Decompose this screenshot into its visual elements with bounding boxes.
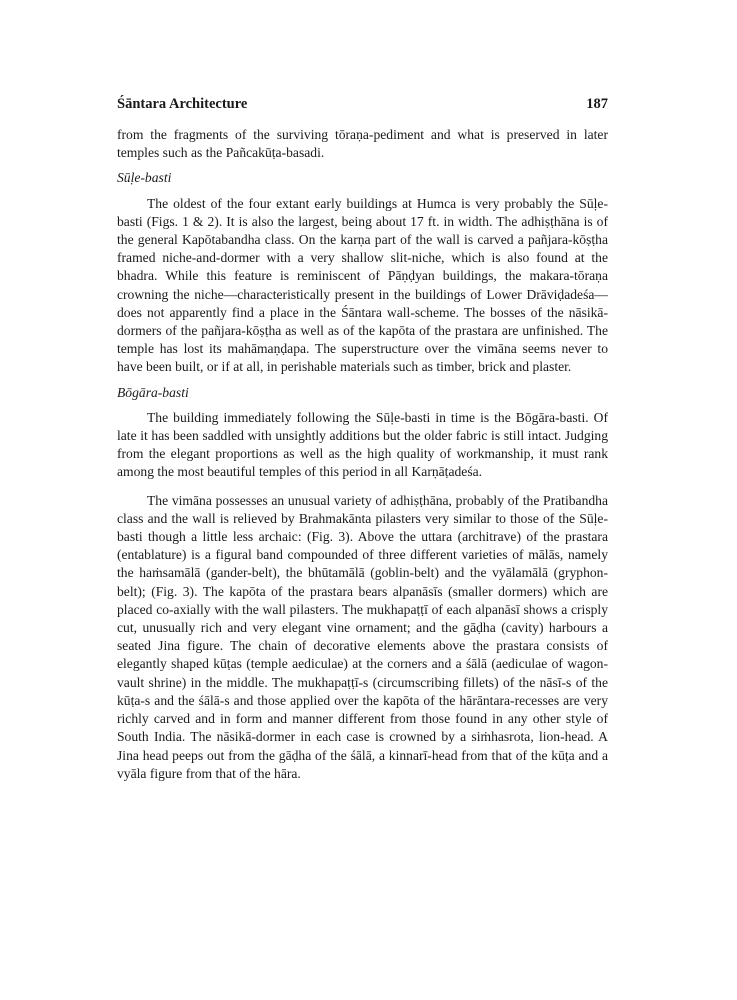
page-body — [117, 126, 608, 783]
paragraph-continued: from the fragments of the surviving tōraṇa-pediment and what is preserved in later temples such as the Pañcakūṭa-basadi. — [117, 127, 608, 161]
page-header — [117, 96, 608, 116]
paragraph-bogara-basti-intro: The building immediately following the Sūḷe-basti in time is the Bōgāra-basti. Of late it has been saddled with unsightly additions but the older fabric is still intact. Judging from the elegant proportions as well as the high quality of workmanship, it must rank among the most beautiful temples of this period in all Karṇāṭadeśa. — [117, 409, 608, 480]
section-heading-bogara-basti: Bōgāra-basti — [117, 384, 189, 400]
running-title: Śāntara Architecture — [117, 96, 248, 112]
paragraph-sule-basti: The oldest of the four extant early buildings at Humca is very probably the Sūḷe-basti (Figs. 1 & 2). It is also the largest, being about 17 ft. in width. The adhiṣṭhāna is of the general Kapōtabandha class. On the karṇa part of the wall is carved a pañjara-kōṣṭha framed niche-and-dormer with a very shallow slit-niche, which is also found at the bhadra. While this feature is reminiscent of Pāṇḍyan buildings, the makara-tōraṇa crowning the niche—characteristically present in the buildings of Lower Drāviḍadeśa—does not apparently find a place in the Śāntara wall-scheme. The bosses of the nāsikā-dormers of the pañjara-kōṣṭha as well as of the kapōta of the prastara are unfinished. The temple has lost its mahāmaṇḍapa. The superstructure over the vimāna seems never to have been built, or if at all, in perishable materials such as timber, brick and plaster. — [117, 195, 608, 375]
paragraph-vimana-description: The vimāna possesses an unusual variety of adhiṣṭhāna, probably of the Pratibandha class and the wall is relieved by Brahmakānta pilasters very similar to those of the Sūḷe-basti though a little less archaic: (Fig. 3). Above the uttara (architrave) of the prastara (entablature) is a figural band compounded of three different varieties of mālās, namely the haṁsamālā (gander-belt), the bhūtamālā (goblin-belt) and the vyālamālā (gryphon-belt); (Fig. 3). The kapōta of the prastara bears alpanāsīs (smaller dormers) which are placed co-axially with the wall pilasters. The mukhapaṭṭī of each alpanāsī shows a crisply cut, unusually rich and very elegant vine ornament; and the gāḍha (cavity) harbours a seated Jina figure. The chain of decorative elements above the prastara consists of elegantly shaped kūṭas (temple aediculae) at the corners and a śālā (aediculae of wagon-vault shrine) in the middle. The mukhapaṭṭī-s (circumscribing fillets) of the nāsī-s of the kūṭa-s and the śālā-s and those applied over the kapōta of the hārāntara-recesses are very richly carved and in form and manner different from those found in any other style of South India. The nāsikā-dormer in each case is crowned by a siṁhasrota, lion-head. A Jina head peeps out from the gāḍha of the śālā, a kinnarī-head from that of the kūṭa and a vyāla figure from that of the hāra. — [117, 492, 608, 781]
section-heading-sule-basti: Sūḷe-basti — [117, 170, 172, 186]
page-number: 187 — [586, 96, 608, 112]
